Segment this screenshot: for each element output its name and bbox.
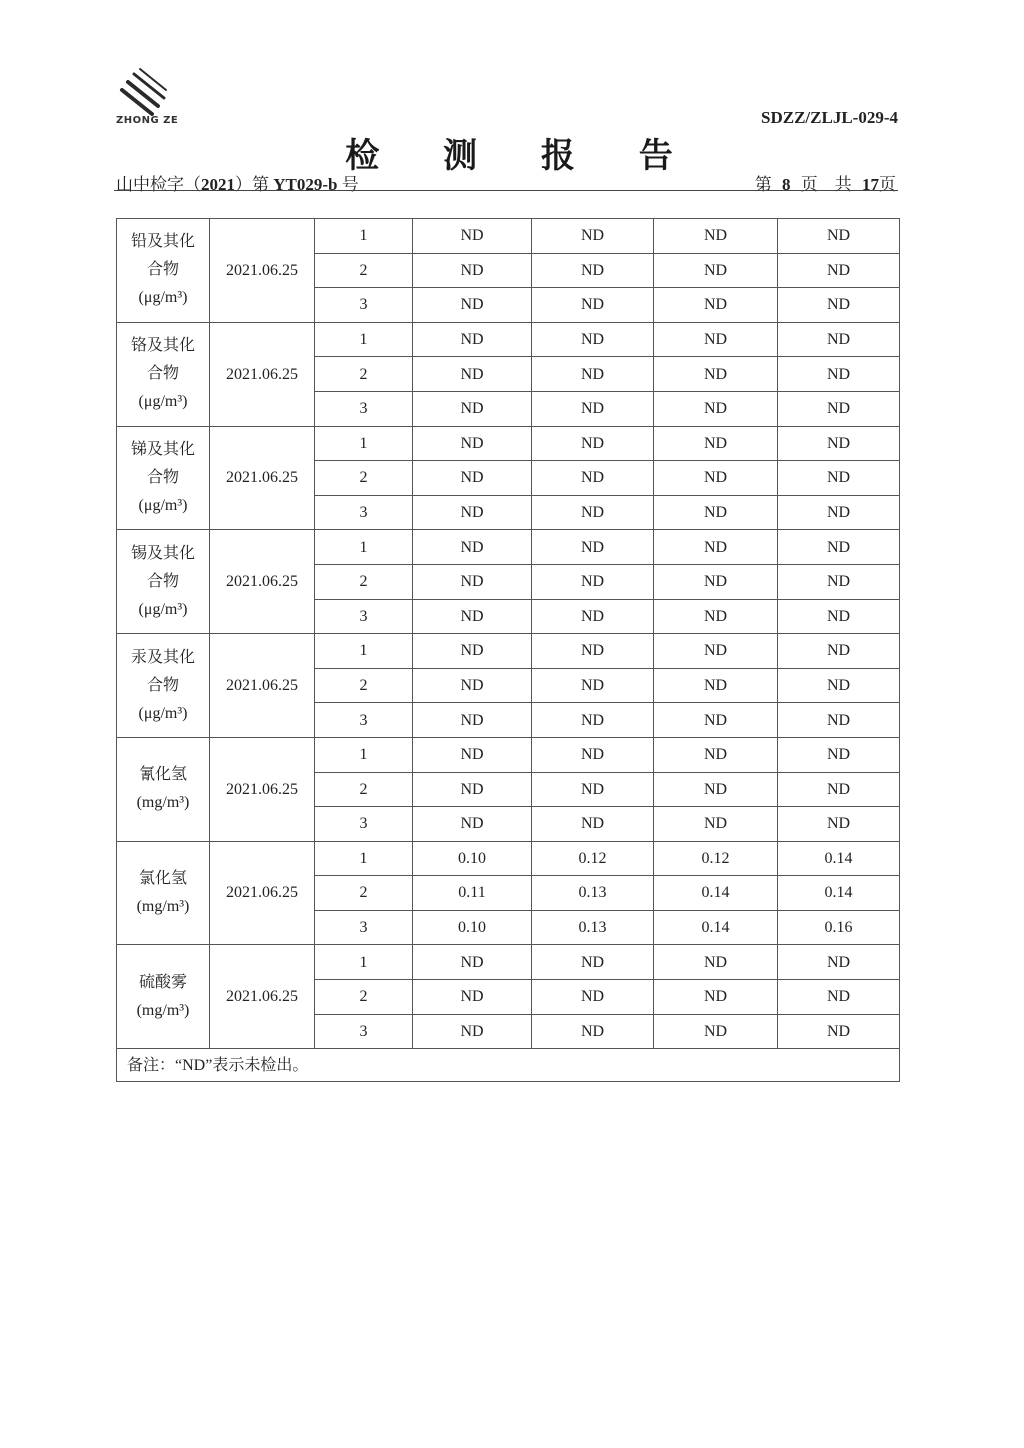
results-table	[116, 218, 900, 1082]
result-value-cell: ND	[413, 322, 532, 357]
page-indicator: 第 8 页 共 17页	[754, 175, 896, 194]
table-row	[117, 945, 900, 980]
sampling-date-cell: 2021.06.25	[210, 634, 315, 738]
result-value-cell: ND	[532, 219, 654, 254]
test-item-name-line: 汞及其化	[130, 648, 195, 666]
result-value-cell: ND	[654, 668, 778, 703]
result-value-cell: ND	[654, 426, 778, 461]
sample-index-cell: 3	[315, 495, 413, 530]
result-value-cell: ND	[778, 945, 900, 980]
sample-index-cell: 1	[315, 841, 413, 876]
sample-index-cell: 3	[315, 910, 413, 945]
test-item-name-line: (μg/m³)	[138, 704, 188, 722]
result-value-cell: ND	[654, 980, 778, 1015]
result-value-cell: 0.12	[532, 841, 654, 876]
result-value-cell: ND	[532, 391, 654, 426]
sample-index-cell: 2	[315, 564, 413, 599]
result-value-cell: ND	[654, 807, 778, 842]
table-row	[117, 634, 900, 669]
test-item-name-line: 铅及其化	[130, 233, 195, 251]
test-item-name-line: (μg/m³)	[138, 393, 188, 411]
test-item-cell	[117, 219, 210, 323]
table-row	[117, 737, 900, 772]
result-value-cell: ND	[778, 703, 900, 738]
result-value-cell: ND	[413, 391, 532, 426]
result-value-cell: ND	[532, 322, 654, 357]
test-item-cell	[117, 322, 210, 426]
result-value-cell: ND	[532, 253, 654, 288]
result-value-cell: ND	[532, 530, 654, 565]
result-value-cell: ND	[413, 219, 532, 254]
result-value-cell: ND	[413, 772, 532, 807]
result-value-cell: ND	[413, 634, 532, 669]
sample-index-cell: 1	[315, 530, 413, 565]
result-value-cell: ND	[413, 426, 532, 461]
result-value-cell: ND	[532, 772, 654, 807]
test-item-cell	[117, 530, 210, 634]
result-value-cell: ND	[413, 599, 532, 634]
result-value-cell: ND	[413, 530, 532, 565]
header-divider	[114, 190, 898, 191]
result-value-cell: ND	[413, 1014, 532, 1049]
result-value-cell: ND	[532, 288, 654, 323]
test-item-name-line: 氯化氢	[138, 870, 187, 888]
result-value-cell: 0.10	[413, 910, 532, 945]
result-value-cell: ND	[413, 288, 532, 323]
sample-index-cell: 3	[315, 703, 413, 738]
test-item-cell	[117, 945, 210, 1049]
result-value-cell: ND	[778, 772, 900, 807]
result-value-cell: ND	[778, 668, 900, 703]
result-value-cell: 0.12	[654, 841, 778, 876]
report-reference: 山中检字（2021）第 YT029-b 号	[116, 175, 359, 194]
result-value-cell: ND	[532, 980, 654, 1015]
test-item-cell	[117, 841, 210, 945]
result-value-cell: ND	[778, 357, 900, 392]
sampling-date-cell: 2021.06.25	[210, 219, 315, 323]
sample-index-cell: 3	[315, 807, 413, 842]
document-code: SDZZ/ZLJL-029-4	[761, 108, 898, 127]
test-item-name-line: (mg/m³)	[136, 1001, 190, 1019]
sample-index-cell: 2	[315, 357, 413, 392]
sample-index-cell: 2	[315, 980, 413, 1015]
result-value-cell: ND	[654, 530, 778, 565]
test-item-name-line: (mg/m³)	[136, 794, 190, 812]
result-value-cell: ND	[654, 288, 778, 323]
table-note: 备注：“ND”表示未检出。	[117, 1049, 900, 1082]
table-row	[117, 1049, 900, 1082]
sample-index-cell: 2	[315, 668, 413, 703]
table-row	[117, 322, 900, 357]
result-value-cell: ND	[778, 253, 900, 288]
result-value-cell: ND	[654, 634, 778, 669]
test-item-name-line: (μg/m³)	[138, 289, 188, 307]
result-value-cell: ND	[778, 737, 900, 772]
result-value-cell: ND	[778, 391, 900, 426]
result-value-cell: ND	[532, 495, 654, 530]
result-value-cell: 0.11	[413, 876, 532, 911]
result-value-cell: ND	[532, 668, 654, 703]
sample-index-cell: 2	[315, 876, 413, 911]
result-value-cell: ND	[413, 495, 532, 530]
sample-index-cell: 1	[315, 426, 413, 461]
result-value-cell: ND	[413, 564, 532, 599]
result-value-cell: ND	[654, 772, 778, 807]
test-item-cell	[117, 737, 210, 841]
sample-index-cell: 1	[315, 219, 413, 254]
result-value-cell: ND	[654, 495, 778, 530]
sampling-date-cell: 2021.06.25	[210, 322, 315, 426]
result-value-cell: ND	[532, 634, 654, 669]
result-value-cell: ND	[532, 1014, 654, 1049]
result-value-cell: ND	[654, 461, 778, 496]
result-value-cell: ND	[654, 703, 778, 738]
test-item-name-line: 铬及其化	[130, 337, 195, 355]
table-row	[117, 841, 900, 876]
result-value-cell: ND	[413, 253, 532, 288]
sample-index-cell: 1	[315, 737, 413, 772]
result-value-cell: 0.16	[778, 910, 900, 945]
sampling-date-cell: 2021.06.25	[210, 426, 315, 530]
result-value-cell: ND	[413, 668, 532, 703]
sample-index-cell: 2	[315, 461, 413, 496]
result-value-cell: ND	[413, 461, 532, 496]
table-row	[117, 426, 900, 461]
sampling-date-cell: 2021.06.25	[210, 841, 315, 945]
result-value-cell: 0.14	[778, 841, 900, 876]
sampling-date-cell: 2021.06.25	[210, 737, 315, 841]
result-value-cell: ND	[778, 530, 900, 565]
test-item-name-line: (μg/m³)	[138, 496, 188, 514]
result-value-cell: ND	[654, 322, 778, 357]
result-value-cell: ND	[654, 357, 778, 392]
result-value-cell: ND	[654, 253, 778, 288]
test-item-name-line: 合物	[146, 676, 179, 694]
test-item-name-line: 锡及其化	[130, 544, 195, 562]
result-value-cell: 0.10	[413, 841, 532, 876]
test-item-name-line: 合物	[146, 572, 179, 590]
result-value-cell: ND	[778, 219, 900, 254]
result-value-cell: ND	[532, 461, 654, 496]
result-value-cell: 0.13	[532, 876, 654, 911]
result-value-cell: 0.14	[654, 876, 778, 911]
table-row	[117, 530, 900, 565]
test-item-cell	[117, 634, 210, 738]
result-value-cell: ND	[413, 807, 532, 842]
result-value-cell: 0.13	[532, 910, 654, 945]
result-value-cell: ND	[532, 945, 654, 980]
test-item-name-line: 合物	[146, 365, 179, 383]
result-value-cell: ND	[778, 495, 900, 530]
result-value-cell: ND	[778, 599, 900, 634]
sample-index-cell: 3	[315, 1014, 413, 1049]
test-item-cell	[117, 426, 210, 530]
result-value-cell: ND	[778, 461, 900, 496]
result-value-cell: ND	[654, 219, 778, 254]
test-item-name-line: (mg/m³)	[136, 898, 190, 916]
result-value-cell: ND	[654, 599, 778, 634]
result-value-cell: ND	[778, 564, 900, 599]
result-value-cell: ND	[654, 737, 778, 772]
sample-index-cell: 1	[315, 634, 413, 669]
result-value-cell: ND	[532, 599, 654, 634]
result-value-cell: ND	[532, 357, 654, 392]
result-value-cell: ND	[413, 737, 532, 772]
result-value-cell: ND	[654, 1014, 778, 1049]
result-value-cell: 0.14	[654, 910, 778, 945]
sample-index-cell: 2	[315, 772, 413, 807]
result-value-cell: ND	[413, 703, 532, 738]
result-value-cell: ND	[654, 564, 778, 599]
result-value-cell: ND	[532, 807, 654, 842]
result-value-cell: ND	[654, 945, 778, 980]
result-value-cell: 0.14	[778, 876, 900, 911]
logo-text: ZHONG ZE	[116, 115, 179, 126]
result-value-cell: ND	[778, 426, 900, 461]
test-item-name-line: 硫酸雾	[138, 973, 187, 991]
test-item-name-line: 锑及其化	[130, 440, 195, 458]
result-value-cell: ND	[413, 357, 532, 392]
result-value-cell: ND	[413, 980, 532, 1015]
result-value-cell: ND	[778, 807, 900, 842]
result-value-cell: ND	[778, 1014, 900, 1049]
test-item-name-line: 合物	[146, 468, 179, 486]
result-value-cell: ND	[532, 426, 654, 461]
result-value-cell: ND	[413, 945, 532, 980]
result-value-cell: ND	[778, 288, 900, 323]
table-row	[117, 219, 900, 254]
result-value-cell: ND	[532, 737, 654, 772]
result-value-cell: ND	[532, 703, 654, 738]
test-item-name-line: 氰化氢	[138, 766, 187, 784]
result-value-cell: ND	[778, 322, 900, 357]
test-item-name-line: 合物	[146, 261, 179, 279]
sample-index-cell: 3	[315, 288, 413, 323]
sample-index-cell: 1	[315, 945, 413, 980]
result-value-cell: ND	[778, 634, 900, 669]
sample-index-cell: 3	[315, 391, 413, 426]
sampling-date-cell: 2021.06.25	[210, 530, 315, 634]
sample-index-cell: 3	[315, 599, 413, 634]
test-item-name-line: (μg/m³)	[138, 600, 188, 618]
report-title: 检 测 报 告	[345, 136, 699, 176]
result-value-cell: ND	[654, 391, 778, 426]
result-value-cell: ND	[532, 564, 654, 599]
sample-index-cell: 2	[315, 253, 413, 288]
result-value-cell: ND	[778, 980, 900, 1015]
sample-index-cell: 1	[315, 322, 413, 357]
sampling-date-cell: 2021.06.25	[210, 945, 315, 1049]
